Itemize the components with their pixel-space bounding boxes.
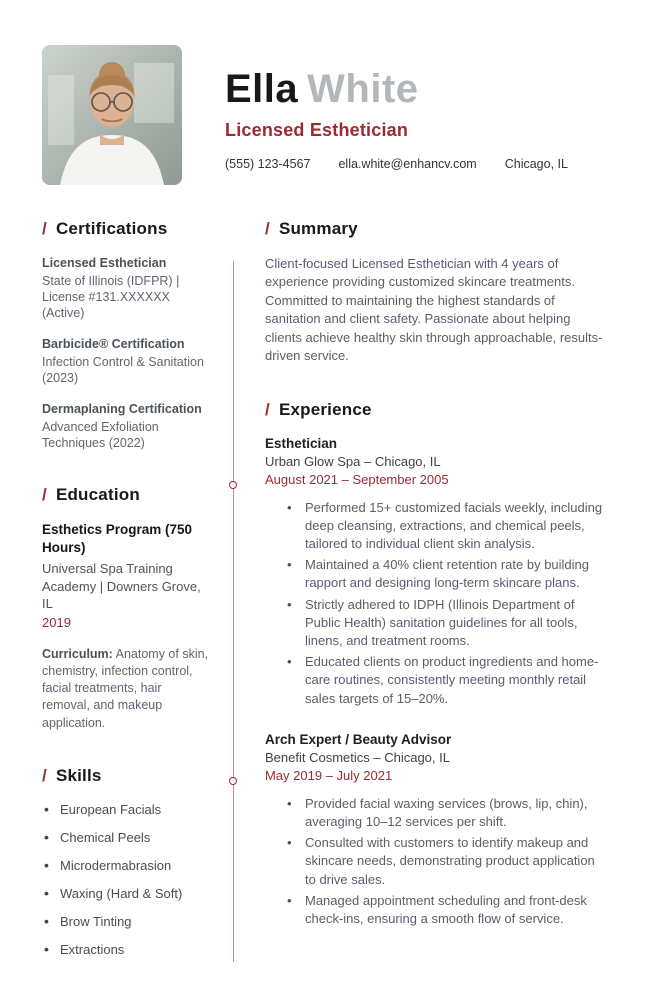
certification-detail: Infection Control & Sanitation (2023) xyxy=(42,355,204,385)
certification-title: Licensed Esthetician xyxy=(42,256,167,270)
certifications-heading xyxy=(42,219,210,239)
certification-item xyxy=(42,401,210,451)
candidate-name xyxy=(225,68,568,110)
education-heading xyxy=(42,485,210,505)
summary-section xyxy=(265,219,608,366)
job-company: Urban Glow Spa – Chicago, IL xyxy=(265,453,441,469)
education-year: 2019 xyxy=(42,614,71,630)
education-school: Universal Spa Training Academy | Downers Grove, IL xyxy=(42,561,201,612)
job-bullet-list xyxy=(283,795,608,928)
skills-heading-label: Skills xyxy=(55,765,102,785)
job-bullet: • Maintained a 40% client retention rate by building rapport and designing long-term skincare plans. xyxy=(283,556,608,592)
skill-item: • Microdermabrasion xyxy=(42,858,210,873)
candidate-last-name: White xyxy=(307,67,419,111)
left-column xyxy=(42,219,210,970)
experience-job xyxy=(265,436,608,708)
skill-item: • Waxing (Hard & Soft) xyxy=(42,886,210,901)
profile-photo xyxy=(42,45,182,185)
heading-slash: / xyxy=(42,219,47,238)
certification-item xyxy=(42,336,210,386)
candidate-first-name: Ella xyxy=(225,67,299,111)
certification-title: Barbicide® Certification xyxy=(42,337,185,351)
skill-item: • European Facials xyxy=(42,802,210,817)
experience-section xyxy=(265,400,608,928)
resume-header xyxy=(42,45,608,185)
job-dates-text: August 2021 – September 2005 xyxy=(265,471,449,487)
education-curriculum xyxy=(42,646,210,732)
timeline-dot xyxy=(229,777,237,785)
contact-location: Chicago, IL xyxy=(504,157,568,171)
job-company: Benefit Cosmetics – Chicago, IL xyxy=(265,749,450,765)
header-text xyxy=(225,45,568,171)
heading-slash: / xyxy=(42,485,47,504)
candidate-title: Licensed Esthetician xyxy=(225,120,409,140)
job-bullet: • Managed appointment scheduling and front-desk check-ins, ensuring a smooth flow of service. xyxy=(283,892,608,928)
skills-list xyxy=(42,802,210,957)
certification-title: Dermaplaning Certification xyxy=(42,402,202,416)
job-bullet: • Educated clients on product ingredients and home-care routines, consistently meeting monthly retail sales targets of 15–20%. xyxy=(283,653,608,708)
certification-detail: State of Illinois (IDFPR) | License #131.XXXXXX (Active) xyxy=(42,274,180,320)
certification-detail: Advanced Exfoliation Techniques (2022) xyxy=(42,420,159,450)
curriculum-label: Curriculum: xyxy=(42,646,113,661)
job-bullet: • Provided facial waxing services (brows, lip, chin), averaging 10–12 services per shift. xyxy=(283,795,608,831)
heading-slash: / xyxy=(42,765,47,785)
resume-body xyxy=(42,219,608,970)
summary-heading-label: Summary xyxy=(278,219,358,238)
job-dates xyxy=(265,472,608,487)
experience-heading xyxy=(265,400,608,420)
certifications-heading-label: Certifications xyxy=(55,219,168,238)
curriculum-text: Anatomy of skin, chemistry, infection control, facial treatments, hair removal, and makeup application. xyxy=(42,646,209,730)
job-role: Arch Expert / Beauty Advisor xyxy=(265,731,452,747)
experience-heading-label: Experience xyxy=(278,399,372,419)
skill-item: • Extractions xyxy=(42,942,210,957)
contact-row xyxy=(225,157,568,171)
profile-photo-placeholder xyxy=(42,45,182,185)
job-role: Esthetician xyxy=(265,435,338,451)
skills-section xyxy=(42,766,210,957)
skills-heading xyxy=(42,766,210,786)
education-heading-label: Education xyxy=(55,485,140,504)
job-dates xyxy=(265,768,608,783)
experience-job xyxy=(265,732,608,928)
job-bullet: • Strictly adhered to IDPH (Illinois Department of Public Health) sanitation guidelines for all tools, linens, and treatment rooms. xyxy=(283,596,608,651)
contact-email: ella.white@enhancv.com xyxy=(338,157,477,171)
heading-slash: / xyxy=(265,399,270,419)
timeline-line xyxy=(233,261,234,962)
summary-text: Client-focused Licensed Esthetician with 4 years of experience providing customized skincare treatments. Committed to maintaining the highest standards of sanitation and client safety. Passionate about helping clients achieve healthy skin through approachable, results-driven service. xyxy=(265,256,603,364)
job-bullet: • Consulted with customers to identify makeup and skincare needs, demonstrating product application to drive sales. xyxy=(283,834,608,889)
job-dates-text: May 2019 – July 2021 xyxy=(265,767,393,783)
summary-heading xyxy=(265,219,608,239)
certification-item xyxy=(42,255,210,321)
education-degree: Esthetics Program (750 Hours) xyxy=(42,522,193,555)
skill-item: • Brow Tinting xyxy=(42,914,210,929)
job-bullet-list xyxy=(283,499,608,708)
skill-item: • Chemical Peels xyxy=(42,830,210,845)
education-section xyxy=(42,485,210,732)
job-bullet: • Performed 15+ customized facials weekly, including deep cleansing, extractions, and chemical peels, tailored to individual client skin analysis. xyxy=(283,499,608,554)
certifications-section xyxy=(42,219,210,451)
contact-phone: (555) 123-4567 xyxy=(225,157,311,171)
timeline-dot xyxy=(229,481,237,489)
right-column xyxy=(265,219,608,970)
heading-slash: / xyxy=(265,219,270,238)
